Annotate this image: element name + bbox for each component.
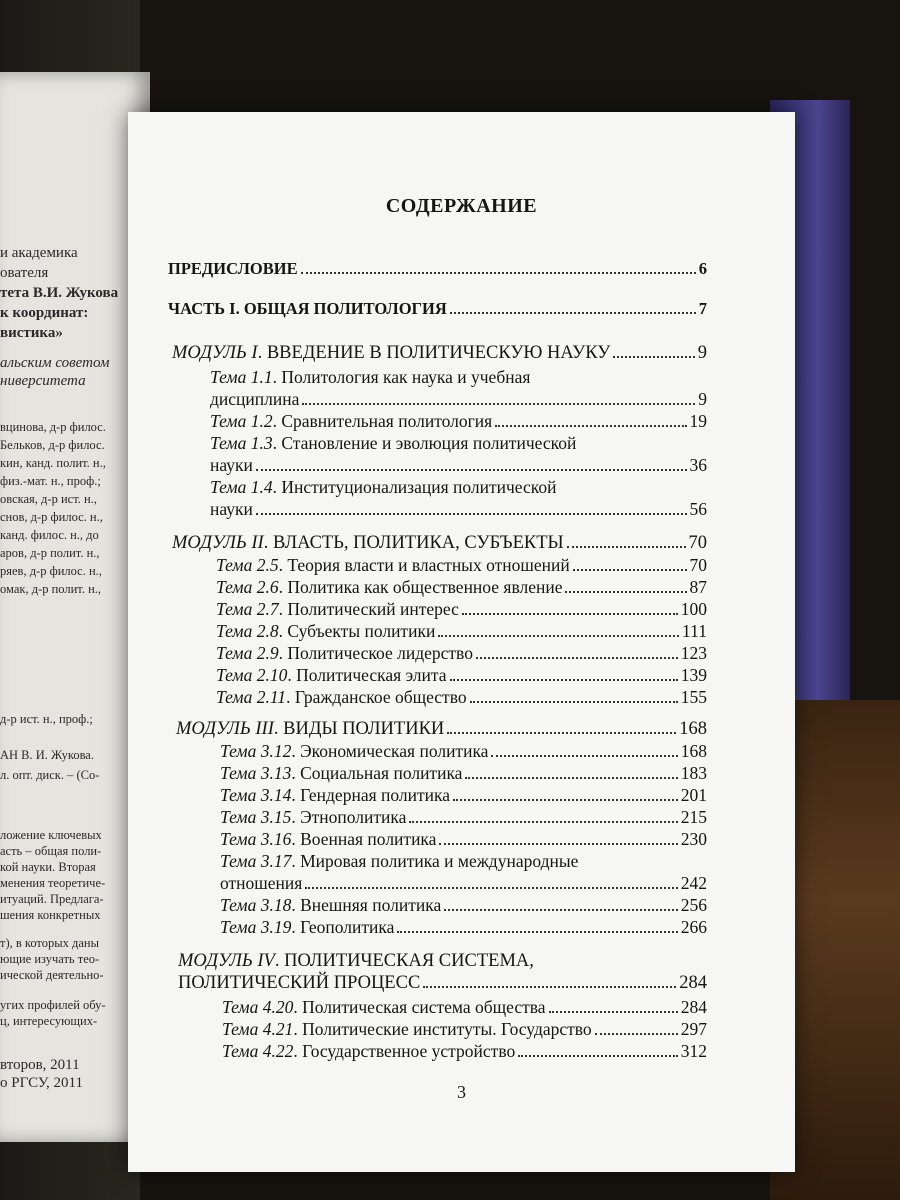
back-line: аров, д-р полит. н., [0, 546, 100, 560]
toc-page: 201 [680, 785, 707, 805]
toc-prefix: МОДУЛЬ IV [178, 951, 275, 971]
toc-entry-topic-3-15[interactable] [220, 806, 707, 828]
leader-dots [301, 272, 696, 274]
toc-page: 266 [680, 917, 707, 937]
back-line: менения теоретиче- [0, 876, 106, 890]
toc-page: 168 [680, 741, 707, 761]
toc-prefix: МОДУЛЬ I [172, 343, 258, 363]
toc-prefix: Тема 2.11 [216, 687, 287, 707]
toc-prefix: Тема 3.16 [220, 829, 292, 849]
toc-label: . Государственное устройство [293, 1041, 516, 1061]
back-line: физ.-мат. н., проф.; [0, 474, 101, 488]
leader-dots [462, 613, 678, 615]
toc-label: отношения [220, 873, 303, 893]
back-line: к координат: [0, 305, 89, 321]
toc-label: . ВИДЫ ПОЛИТИКИ [273, 719, 445, 739]
toc-label: . Политика как общественное явление [278, 577, 563, 597]
leader-dots [595, 1033, 678, 1035]
toc-prefix: Тема 2.10 [216, 665, 288, 685]
back-line: АН В. И. Жукова. [0, 748, 94, 762]
back-line: т), в которых даны [0, 936, 99, 950]
back-line: ниверситета [0, 373, 86, 389]
back-line: угих профилей обу- [0, 998, 106, 1012]
toc-entry-topic-1-3[interactable] [210, 432, 576, 454]
toc-prefix: Тема 1.1 [210, 367, 273, 387]
toc-prefix: МОДУЛЬ III [176, 719, 274, 739]
toc-entry-topic-1-2[interactable] [210, 410, 707, 432]
page-title: СОДЕРЖАНИЕ [385, 195, 538, 217]
leader-dots [470, 701, 678, 703]
toc-label: . Субъекты политики [278, 621, 436, 641]
toc-entry-topic-3-18[interactable] [220, 894, 707, 916]
toc-page: 284 [680, 997, 707, 1017]
toc-page: 9 [698, 389, 707, 409]
toc-label: . Мировая политика и международные [291, 851, 579, 871]
toc-page: 284 [679, 973, 707, 993]
leader-dots [447, 732, 676, 734]
toc-entry-topic-4-22[interactable] [222, 1040, 707, 1062]
back-line: ряев, д-р филос. н., [0, 564, 102, 578]
toc-label: . ПОЛИТИЧЕСКАЯ СИСТЕМА, [274, 951, 534, 971]
leader-dots [453, 799, 678, 801]
toc-entry-topic-1-1[interactable] [210, 366, 530, 388]
toc-prefix: Тема 3.17 [220, 851, 292, 871]
toc-prefix: Тема 1.4 [210, 477, 273, 497]
leader-dots [465, 777, 677, 779]
toc-label: . Социальная политика [291, 763, 463, 783]
toc-label: . Теория власти и властных отношений [278, 555, 570, 575]
toc-label: науки [210, 499, 253, 519]
back-line: ющие изучать тео- [0, 952, 100, 966]
toc-entry-preface[interactable] [168, 258, 707, 280]
toc-prefix: Тема 2.9 [216, 643, 279, 663]
toc-prefix: Тема 1.2 [210, 411, 273, 431]
toc-prefix: Тема 3.12 [220, 741, 292, 761]
toc-page: 6 [698, 259, 707, 278]
back-line: канд. филос. н., до [0, 528, 99, 542]
back-line: овская, д-р ист. н., [0, 492, 97, 506]
toc-entry-topic-4-20[interactable] [222, 996, 707, 1018]
leader-dots [565, 591, 686, 593]
leader-dots [450, 679, 678, 681]
leader-dots [567, 546, 686, 548]
toc-page: 256 [680, 895, 707, 915]
back-line: вистика» [0, 325, 63, 341]
toc-page: 297 [680, 1019, 707, 1039]
leader-dots [518, 1055, 678, 1057]
leader-dots [409, 821, 677, 823]
toc-label: . Становление и эволюция политической [272, 433, 577, 453]
leader-dots [444, 909, 678, 911]
toc-prefix: МОДУЛЬ II [172, 533, 264, 553]
toc-label: . ВЛАСТЬ, ПОЛИТИКА, СУБЪЕКТЫ [263, 533, 564, 553]
toc-label: . Политическая элита [287, 665, 447, 685]
toc-label: . Политология как наука и учебная [272, 367, 531, 387]
back-line: о РГСУ, 2011 [0, 1075, 83, 1091]
toc-page: 123 [680, 643, 707, 663]
toc-entry-topic-3-13[interactable] [220, 762, 707, 784]
toc-prefix: Тема 3.18 [220, 895, 292, 915]
toc-prefix: Тема 2.7 [216, 599, 279, 619]
leader-dots [549, 1011, 678, 1013]
toc-entry-topic-3-17[interactable] [220, 850, 578, 872]
toc-label: . Сравнительная политология [272, 411, 493, 431]
toc-label: дисциплина [210, 389, 300, 409]
back-line: снов, д-р филос. н., [0, 510, 103, 524]
leader-dots [397, 931, 677, 933]
leader-dots [256, 469, 687, 471]
toc-entry-topic-2-8[interactable] [216, 620, 707, 642]
back-line: ложение ключевых [0, 828, 102, 842]
toc-prefix: Тема 1.3 [210, 433, 273, 453]
toc-entry-topic-1-4-cont[interactable] [210, 498, 707, 520]
leader-dots [476, 657, 678, 659]
back-line: ц, интересующих- [0, 1014, 98, 1028]
toc-entry-module-1[interactable] [172, 342, 707, 364]
toc-page: 168 [679, 719, 707, 739]
toc-prefix: Тема 2.8 [216, 621, 279, 641]
toc-label: . ВВЕДЕНИЕ В ПОЛИТИЧЕСКУЮ НАУКУ [257, 343, 611, 363]
toc-entry-module-2[interactable] [172, 532, 707, 554]
back-line: кой науки. Вторая [0, 860, 96, 874]
toc-prefix: Тема 2.6 [216, 577, 279, 597]
leader-dots [613, 356, 694, 358]
toc-page: 9 [697, 343, 707, 363]
leader-dots [450, 312, 696, 314]
back-line: вцинова, д-р филос. [0, 420, 106, 434]
toc-label: . Внешняя политика [291, 895, 442, 915]
toc-entry-topic-3-12[interactable] [220, 740, 707, 762]
toc-page: 312 [680, 1041, 707, 1061]
toc-page: 155 [680, 687, 707, 707]
back-line: итуаций. Предлага- [0, 892, 104, 906]
toc-page: 87 [689, 577, 707, 597]
toc-entry-topic-1-1-cont[interactable] [210, 388, 707, 410]
back-line: шения конкретных [0, 908, 101, 922]
back-line: л. опт. диск. – (Со- [0, 768, 100, 782]
toc-page: 242 [680, 873, 707, 893]
contents-page [128, 112, 795, 1172]
toc-label: ПОЛИТИЧЕСКИЙ ПРОЦЕСС [178, 973, 421, 993]
toc-prefix: Тема 4.21 [222, 1019, 294, 1039]
toc-entry-topic-2-7[interactable] [216, 598, 707, 620]
toc-entry-module-3[interactable] [176, 718, 707, 740]
toc-page: 230 [680, 829, 707, 849]
toc-page: 111 [682, 621, 707, 641]
toc-page: 139 [680, 665, 707, 685]
toc-entry-topic-3-19[interactable] [220, 916, 707, 938]
toc-entry-module-4[interactable] [178, 950, 534, 972]
leader-dots [491, 755, 677, 757]
toc-label: . Политическая система общества [293, 997, 546, 1017]
toc-entry-topic-3-14[interactable] [220, 784, 707, 806]
toc-entry-topic-3-17-cont[interactable] [220, 872, 707, 894]
toc-entry-topic-2-10[interactable] [216, 664, 707, 686]
back-line: ователя [0, 265, 49, 281]
toc-label: . Геополитика [291, 917, 395, 937]
toc-page: 183 [680, 763, 707, 783]
toc-prefix: Тема 3.19 [220, 917, 292, 937]
back-line: и академика [0, 245, 78, 261]
toc-entry-part-1[interactable] [168, 298, 707, 320]
toc-prefix: Тема 4.22 [222, 1041, 294, 1061]
toc-page: 36 [689, 455, 707, 475]
back-line: д-р ист. н., проф.; [0, 712, 93, 726]
back-line: тета В.И. Жукова [0, 285, 119, 301]
toc-page: 7 [698, 299, 707, 318]
back-line: второв, 2011 [0, 1057, 80, 1073]
toc-label: . Военная политика [291, 829, 437, 849]
leader-dots [439, 843, 677, 845]
toc-entry-topic-2-6[interactable] [216, 576, 707, 598]
toc-label: ПРЕДИСЛОВИЕ [168, 259, 298, 278]
toc-entry-topic-2-9[interactable] [216, 642, 707, 664]
toc-entry-topic-4-21[interactable] [222, 1018, 707, 1040]
toc-prefix: Тема 3.15 [220, 807, 292, 827]
toc-prefix: Тема 3.14 [220, 785, 292, 805]
back-line: альским советом [0, 355, 110, 371]
leader-dots [256, 513, 687, 515]
back-line: ической деятельно- [0, 968, 104, 982]
toc-label: . Этнополитика [291, 807, 407, 827]
page-number: 3 [457, 1082, 466, 1102]
toc-entry-topic-3-16[interactable] [220, 828, 707, 850]
toc-label: науки [210, 455, 253, 475]
toc-prefix: Тема 3.13 [220, 763, 292, 783]
toc-label: . Гендерная политика [291, 785, 451, 805]
toc-page: 19 [689, 411, 707, 431]
toc-page: 70 [688, 533, 707, 553]
leader-dots [573, 569, 687, 571]
toc-page: 56 [689, 499, 707, 519]
toc-prefix: Тема 2.5 [216, 555, 279, 575]
toc-page: 100 [680, 599, 707, 619]
leader-dots [302, 403, 695, 405]
toc-entry-topic-2-5[interactable] [216, 554, 707, 576]
leader-dots [423, 986, 676, 988]
leader-dots [438, 635, 679, 637]
back-line: Бельков, д-р филос. [0, 438, 105, 452]
leader-dots [305, 887, 677, 889]
toc-label: . Политические институты. Государство [293, 1019, 592, 1039]
toc-label: . Гражданское общество [286, 687, 467, 707]
toc-entry-topic-2-11[interactable] [216, 686, 707, 708]
toc-label: ЧАСТЬ I. ОБЩАЯ ПОЛИТОЛОГИЯ [168, 299, 447, 318]
back-line: асть – общая поли- [0, 844, 102, 858]
toc-label: . Политическое лидерство [278, 643, 473, 663]
toc-entry-module-4-cont[interactable] [178, 972, 707, 994]
toc-prefix: Тема 4.20 [222, 997, 294, 1017]
toc-label: . Политический интерес [278, 599, 459, 619]
back-line: омак, д-р полит. н., [0, 582, 102, 596]
toc-page: 70 [689, 555, 707, 575]
toc-label: . Институционализация политической [272, 477, 557, 497]
toc-label: . Экономическая политика [291, 741, 489, 761]
back-line: кин, канд. полит. н., [0, 456, 106, 470]
toc-entry-topic-1-4[interactable] [210, 476, 557, 498]
leader-dots [495, 425, 686, 427]
toc-entry-topic-1-3-cont[interactable] [210, 454, 707, 476]
toc-page: 215 [680, 807, 707, 827]
